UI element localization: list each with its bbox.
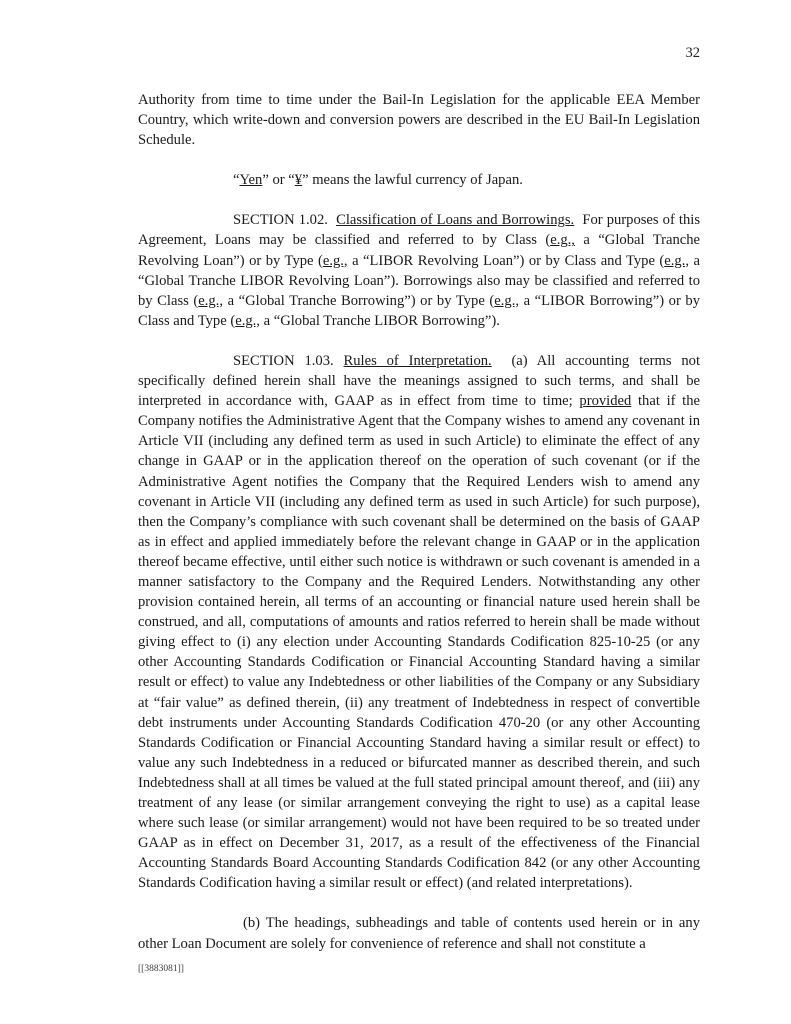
eg-abbrev: e.g., [494, 292, 519, 309]
paragraph-continuation [138, 90, 700, 150]
eg-abbrev: e.g., [664, 252, 690, 269]
section-1-02-label: SECTION 1.02. [233, 212, 328, 229]
defined-term-yen: Yen [239, 172, 263, 189]
section-1-02-part2: a “Global Tranche Revolving Loan”) or by Type ( [138, 232, 700, 269]
eg-abbrev: e.g., [235, 312, 260, 329]
section-1-02-part7: a “Global Tranche LIBOR Borrowing”). [259, 312, 500, 329]
eg-abbrev: e.g., [550, 232, 575, 249]
paragraph-yen-definition [138, 170, 700, 190]
section-1-03-label: SECTION 1.03. [233, 352, 334, 369]
section-1-02-part6: a “LIBOR Borrowing”) or by Class and Type ( [138, 292, 700, 329]
section-1-02-part3: a “LIBOR Revolving Loan”) or by Class and Type ( [347, 252, 665, 269]
document-body [138, 90, 700, 954]
section-1-03-heading: Rules of Interpretation. [343, 352, 492, 369]
section-1-03-a-part1: (a) All accounting terms not specifically defined herein shall have the meanings assigned to such terms, and shall be interpreted in accordance with, GAAP as in effect from time to time; [138, 352, 700, 410]
section-1-03-b-text: (b) The headings, subheadings and table of contents used herein or in any other Loan Document are solely for convenience of reference and shall not constitute a [138, 915, 700, 952]
yen-tail-text: ” means the lawful currency of Japan. [302, 172, 523, 189]
section-1-02-part5: a “Global Tranche Borrowing”) or by Type ( [222, 292, 495, 309]
section-1-02-heading: Classification of Loans and Borrowings. [336, 212, 575, 229]
section-1-02-part4: a “Global Tranche LIBOR Revolving Loan”). Borrowings also may be classified and referred to by Class ( [138, 252, 700, 309]
paragraph-section-1-03-a [138, 351, 700, 894]
footer-document-stamp: [[3883081]] [138, 964, 184, 974]
yen-quote-or: ” or “ [262, 172, 295, 189]
yen-open-quote: “ [233, 172, 240, 189]
provided-term: provided [579, 393, 632, 410]
eg-abbrev: e.g., [322, 252, 348, 269]
paragraph-section-1-03-b [138, 913, 700, 953]
section-1-02-part1: For purposes of this Agreement, Loans may be classified and referred to by Class ( [138, 212, 701, 249]
section-1-03-a-part2: that if the Company notifies the Administrative Agent that the Company wishes to amend any covenant in Article VII (including any defined term as used in such Article) to eliminate the effect of any change in GAAP or in the application thereof on the operation of such covenant (or if the Administrative Agent notifies the Company that the Required Lenders wish to amend any covenant in Article VII (including any defined term as used in such Article) for such purpose), then the Company’s compliance with such covenant shall be determined on the basis of GAAP as in effect and applied immediately before the relevant change in GAAP or in the application thereof became effective, until either such notice is withdrawn or such covenant is amended in a manner satisfactory to the Company and the Required Lenders. Notwithstanding any other provision contained herein, all terms of an accounting or financial nature used herein shall be construed, and all, computations of amounts and ratios referred to herein shall be made without giving effect to (i) any election under Accounting Standards Codification 825-10-25 (or any other Accounting Standards Codification or Financial Accounting Standard having a similar result or effect) to value any Indebtedness or other liabilities of the Company or any Subsidiary at “fair value” as defined therein, (ii) any treatment of Indebtedness in respect of convertible debt instruments under Accounting Standards Codification 470-20 (or any other Accounting Standards Codification or Financial Accounting Standard having a similar result or effect) to value any such Indebtedness in a reduced or bifurcated manner as described therein, and such Indebtedness shall at all times be valued at the full stated principal amount thereof, and (iii) any treatment of any lease (or similar arrangement conveying the right to use) as a capital lease where such lease (or similar arrangement) would not have been required to be so treated under GAAP as in effect on December 31, 2017, as a result of the effectiveness of the Financial Accounting Standards Board Accounting Standards Codification 842 (or any other Accounting Standards Codification having a similar result or effect) (and related interpretations). [138, 393, 701, 892]
page-number: 32 [685, 45, 700, 61]
paragraph-section-1-02 [138, 210, 700, 331]
continuation-text: Authority from time to time under the Bail-In Legislation for the applicable EEA Member Country, which write-down and conversion powers are described in the EU Bail-In Legislation Schedule. [138, 92, 700, 149]
eg-abbrev: e.g., [198, 292, 223, 309]
yen-symbol: ¥ [294, 172, 303, 189]
